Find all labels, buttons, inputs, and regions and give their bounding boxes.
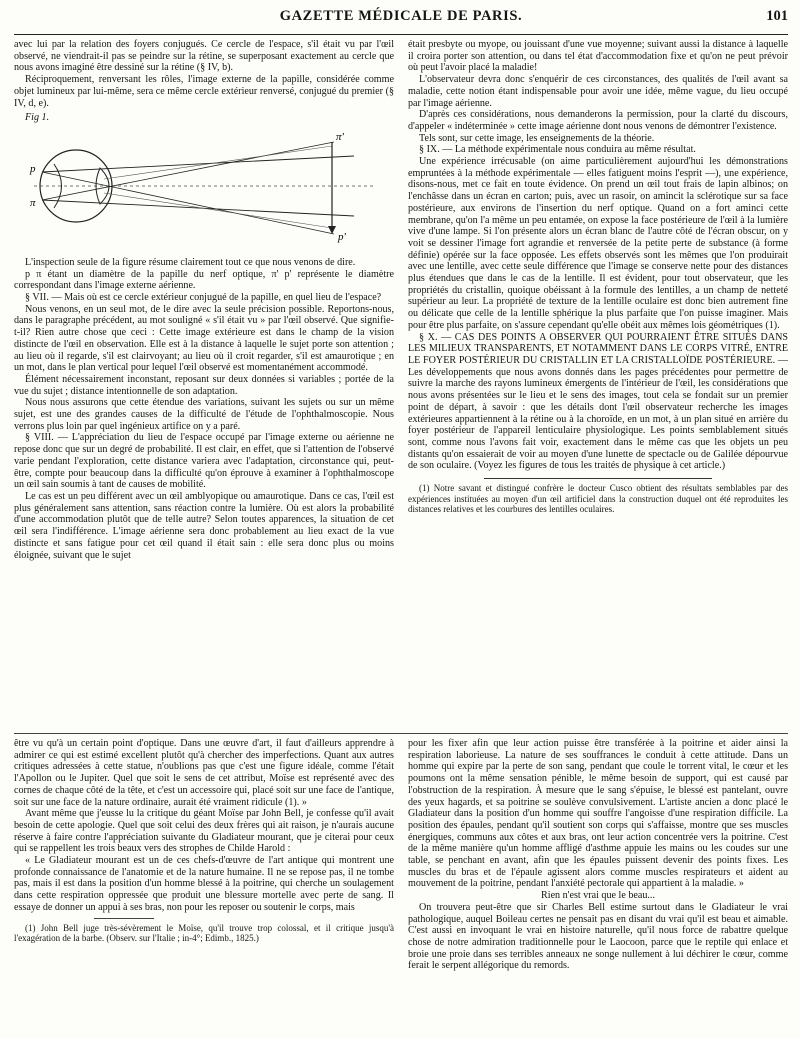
paragraph: Réciproquement, renversant les rôles, l'image externe de la papille, considérée comme objet lumineux par lui-même, sera ce même cercle extérieur renversé, conjugué du premier (§ IV, d, e). (14, 74, 394, 109)
upper-left-column (14, 39, 394, 729)
paragraph: était presbyte ou myope, ou jouissant d'une vue moyenne; suivant aussi la distance à laquelle il croira porter son attention, ou dans tel état d'accommodation fixe et qu'on ne peut prévoir où peut l'avoir placé la maladie! (408, 39, 788, 74)
upper-section (14, 39, 788, 729)
paragraph: L'observateur devra donc s'enquérir de ces circonstances, des qualités de l'œil avant sa maladie, cette notion étant indispensable pour avoir une idée, même vague, du lieu occupé par l'image aérienne. (408, 74, 788, 109)
footnote: (1) Notre savant et distingué confrère le docteur Cusco obtient des résultats semblables par des expériences instituées au moyen d'un œil artificiel dans la construction duquel ont été reproduites les distances relatives et les courbures des lentilles oculaires. (408, 483, 788, 515)
paragraph: Élément nécessairement inconstant, reposant sur deux données si variables ; portée de la vue du sujet ; distance intentionnelle de son adaptation. (14, 373, 394, 397)
figure-caption: Fig 1. (25, 112, 50, 124)
paragraph: p π étant un diamètre de la papille du nerf optique, π' p' représente le diamètre correspondant dans l'image externe aérienne. (14, 268, 394, 292)
paragraph: Une expérience irrécusable (on aime particulièrement aujourd'hui les démonstrations empruntées à la méthode expérimentale — elles fatiguent moins l'esprit —), une expérience, disons-nous, met ce fait en toute évidence. On prend un œil tout frais de lapin albinos; on l'enchâsse dans un écran en carton; puis, avec un rasoir, on amincit la sclérotique sur sa face postérieure, aux environs de l'insertion du nerf optique. Quand on a fort aminci cette membrane, qu'on l'a même un peu entamée, on expose la face postérieure de l'œil à la lumière vive d'une lampe. Si l'on présente alors un écran blanc de l'autre côté de l'écran obscur, on y voit se dessiner l'image fort agrandie et renversée de la petite perte de substance (à forme définie) opérée sur la face opposée. Les effets observés sont les mêmes que l'on produirait avec une lentille, avec cette seule différence que l'image se conserve nette pour des distances plus étendues que dans le cas de la lentille. Il est évident, pour tout observateur, que les propriétés du cristallin, quoique obéissant à la formule des lentilles, a un champ de netteté supérieur au leur. La propriété de texture de la lentille oculaire est donc bien autrement fine ou délicate que celle de la lentille sphérique la plus parfaite que l'on puisse imaginer. Mais pour être plus parfaite, on s'assure cependant qu'elle obéit aux mêmes lois géométriques (1). (408, 156, 788, 331)
paragraph: L'inspection seule de la figure résume clairement tout ce que nous venons de dire. (25, 256, 356, 268)
paragraph: D'après ces considérations, nous demanderons la permission, pour la clarté du discours, d'appeler « indéterminée » cette image aérienne dont nous venons de démontrer l'existence. (408, 109, 788, 132)
label-pi: π (30, 196, 36, 209)
lower-section (14, 738, 788, 1038)
quote-paragraph: « Le Gladiateur mourant est un de ces chefs-d'œuvre de l'art antique qui montrent une profonde connaissance de l'anatomie et de la nature humaine. Il ne se repose pas, il ne tombe pas, mais il est dans la position d'un homme blessé à la poitrine, qui cherche un soulagement dans cette respiration oppressée que produit une blessure mortelle avec perte de sang. Il essaye de donner un appui à ses bras, non pour les reposer ou soutenir le corps, mais (14, 855, 394, 913)
paragraph: Avant même que j'eusse lu la critique du géant Moïse par John Bell, je confesse qu'il avait besoin de cette apologie. Quel que soit celui des deux frères qui ait raison, je n'aurais aucune réserve à faire contre l'appréciation suivante du Gladiateur mourant, que je citerai pour ceux qui se rappellent les trois beaux vers des strophes de Childe Harold : (14, 808, 394, 855)
figure-1 (14, 112, 394, 254)
page-number: 101 (766, 8, 788, 24)
section-divider (14, 733, 788, 734)
footnote-rule (484, 478, 712, 479)
journal-title: GAZETTE MÉDICALE DE PARIS. (279, 8, 523, 24)
label-pi-prime: π' (336, 130, 344, 143)
paragraph: Nous nous assurons que cette étendue des variations, suivant les sujets ou sur un même sujet, est une des grandes causes de la difficulté de l'étude de l'ophthalmoscopie. Nous verrons plus loin par quel ingénieux artifice on y a paré. (14, 397, 394, 432)
paragraph: avec lui par la relation des foyers conjugués. Ce cercle de l'espace, s'il était vu par l'œil observé, ne viendrait-il pas se peindre sur la rétine, se superposant exactement au cercle que nous avons imaginé être dessiné sur la rétine (§ IV, b). (14, 39, 394, 74)
section-heading-paragraph: § VIII. — L'appréciation du lieu de l'espace occupé par l'image externe ou aérienne ne repose donc que sur un degré de probabilité. Il est clair, en effet, que si l'attention de l'observé varie pendant l'exploration, cette distance variera avec l'adaptation, circonstance qui, peut-être, compte pour beaucoup dans la difficulté qu'on éprouve à examiner à l'ophthalmoscope un œil sain soumis à tant de causes de mobilité. (14, 432, 394, 491)
paragraph: être vu qu'à un certain point d'optique. Dans une œuvre d'art, il faut d'ailleurs apprendre à admirer ce qui est estimé excellent plutôt qu'à chercher des imperfections. Quant aux autres critiques adressées à cette statue, n'oublions pas que c'est une figure idéale, comme l'était l'Apollon ou le Jupiter. Quel que soit le sens de cet attribut, Moïse est représenté avec des cornes de chaque côté de la tête, et c'est un accessoire qui, placé soit sur une face de l'antique, soit sur une face de la nature ordinaire, aurait été vraiment ridicule (1). » (14, 738, 394, 808)
label-p-prime: p' (338, 230, 346, 243)
label-p: p (30, 162, 36, 175)
paragraph: Tels sont, sur cette image, les enseignements de la théorie. (419, 132, 655, 144)
paragraph: pour les fixer afin que leur action puisse être transférée à la poitrine et aider ainsi la respiration laborieuse. La nature de ses souffrances le conduit à cette attitude. Dans un homme qui expire par la perte de son sang, pendant que coule le torrent vital, le cœur et les poumons ont la même sensation pénible, le même besoin de support, qui est causé par l'obstruction de la respiration. À mesure que le sang s'épuise, le blessé est pantelant, ouvre des yeux hagards, et sa poitrine se soulève convulsivement. L'artiste ancien a donc placé le Gladiateur dans la position d'un homme qui souffre l'angoisse d'une respiration difficile. La position des épaules, pendant qu'il soutient son corps qui s'affaisse, montre que ses muscles énergiques, communs aux côtes et aux bras, ont leur action concentrée vers la poitrine. C'est de la même manière qu'un homme affligé d'asthme appuie les mains ou les coudes sur une table, se penchant en avant, afin que les épaules puissent devenir des points fixes. Les muscles du bras et de l'épaule agissent alors comme muscles respirateurs et aident au mouvement de la poitrine, pendant l'anxiété pectorale qui appartient à la maladie. » (408, 738, 788, 890)
verse-quote: Rien n'est vrai que le beau... (541, 890, 655, 902)
section-heading-paragraph: § IX. — La méthode expérimentale nous conduira au même résultat. (419, 144, 696, 156)
eye-optics-diagram (14, 124, 394, 249)
footnote: (1) John Bell juge très-sévèrement le Moïse, qu'il trouve trop colossal, et il critique jusqu'à l'exagération de la barbe. (Observ. sur l'Italie ; in-4°; Edimb., 1825.) (14, 922, 394, 944)
running-header (14, 8, 788, 35)
section-heading-paragraph: § X. — CAS DES POINTS A OBSERVER QUI POURRAIENT ÊTRE SITUÉS DANS LES MILIEUX TRANSPARENTS, ET NOTAMMENT DANS LE CORPS VITRÉ, ENTRE LE FOYER POSTÉRIEUR DU CRISTALLIN ET LA CRISTALLOÏDE POSTÉRIEURE. — Les développements que nous avons donnés dans les pages précédentes pour permettre de suivre la marche des rayons lumineux émergents de l'intérieur de l'œil, les considérations que nous avons présentées sur le lieu et le sens des images, tout cela se fondait sur un premier point de départ, à savoir : que les détails dont l'œil observateur recherche les images extérieures appartiennent à la rétine ou à la choroïde, en un mot, à un plan situé en arrière du foyer postérieur de l'appareil lenticulaire physiologique. Les points semblablement situés sont, comme nous l'avons fait voir, exactement dans le même cas que les objets un peu distants qu'on essaierait de voir au moyen d'une lunette de spectacle ou de Galilée dépourvue de son oculaire. (Voyez les figures de tous les traités de physique à cet article.) (408, 331, 788, 472)
paragraph: Le cas est un peu différent avec un œil amblyopique ou amaurotique. Dans ce cas, l'œil est plus généralement sans attention, sans réaction contre la lumière. Où est alors la probabilité d'une accommodation plutôt que de telle autre? Selon toutes apparences, la situation de cet œil sera l'indifférence. L'image aérienne sera donc probablement au lieu exact de la vue distincte et sans fatigue pour cet œil quand il était sain : elle sera donc plus ou moins éloignée, suivant que le sujet (14, 490, 394, 561)
paragraph: Nous venons, en un seul mot, de le dire avec la seule précision possible. Reportons-nous, dans le paragraphe précédent, au mot souligné « s'il était vu » par l'œil observé. Que signifie-t-il? Rien autre chose que ceci : Cette image extérieure est dans le champ de la vision distincte de l'œil en observation. Elle est à la distance à laquelle le sujet porte son attention ; au lieu où il regarde, s'il est clairvoyant; au lieu où il croit regarder, s'il est amaurotique ; en un mot, dans le plan vertical pour lequel l'œil observé est momentanément accommodé. (14, 303, 394, 374)
section-heading-paragraph: § VII. — Mais où est ce cercle extérieur conjugué de la papille, en quel lieu de l'espace? (25, 292, 382, 304)
footnote-rule (94, 918, 154, 919)
lower-left-column (14, 738, 394, 1038)
lower-right-column (408, 738, 788, 1038)
upper-right-column (408, 39, 788, 729)
paragraph: On trouvera peut-être que sir Charles Bell estime surtout dans le Gladiateur le vrai pathologique, auquel Boileau certes ne pensait pas en disant du vrai qu'il est beau et aimable. C'est aussi en invoquant le vrai en histoire naturelle, qu'il nous force de rabattre quelque chose de notre admiration traditionnelle pour le Laocoon, parce que le reptile qui enlace et broie une proie dans ses terribles anneaux ne songe nullement à lui déchirer le cœur, comme ferait le serpent allégorique du remords. (408, 901, 788, 972)
